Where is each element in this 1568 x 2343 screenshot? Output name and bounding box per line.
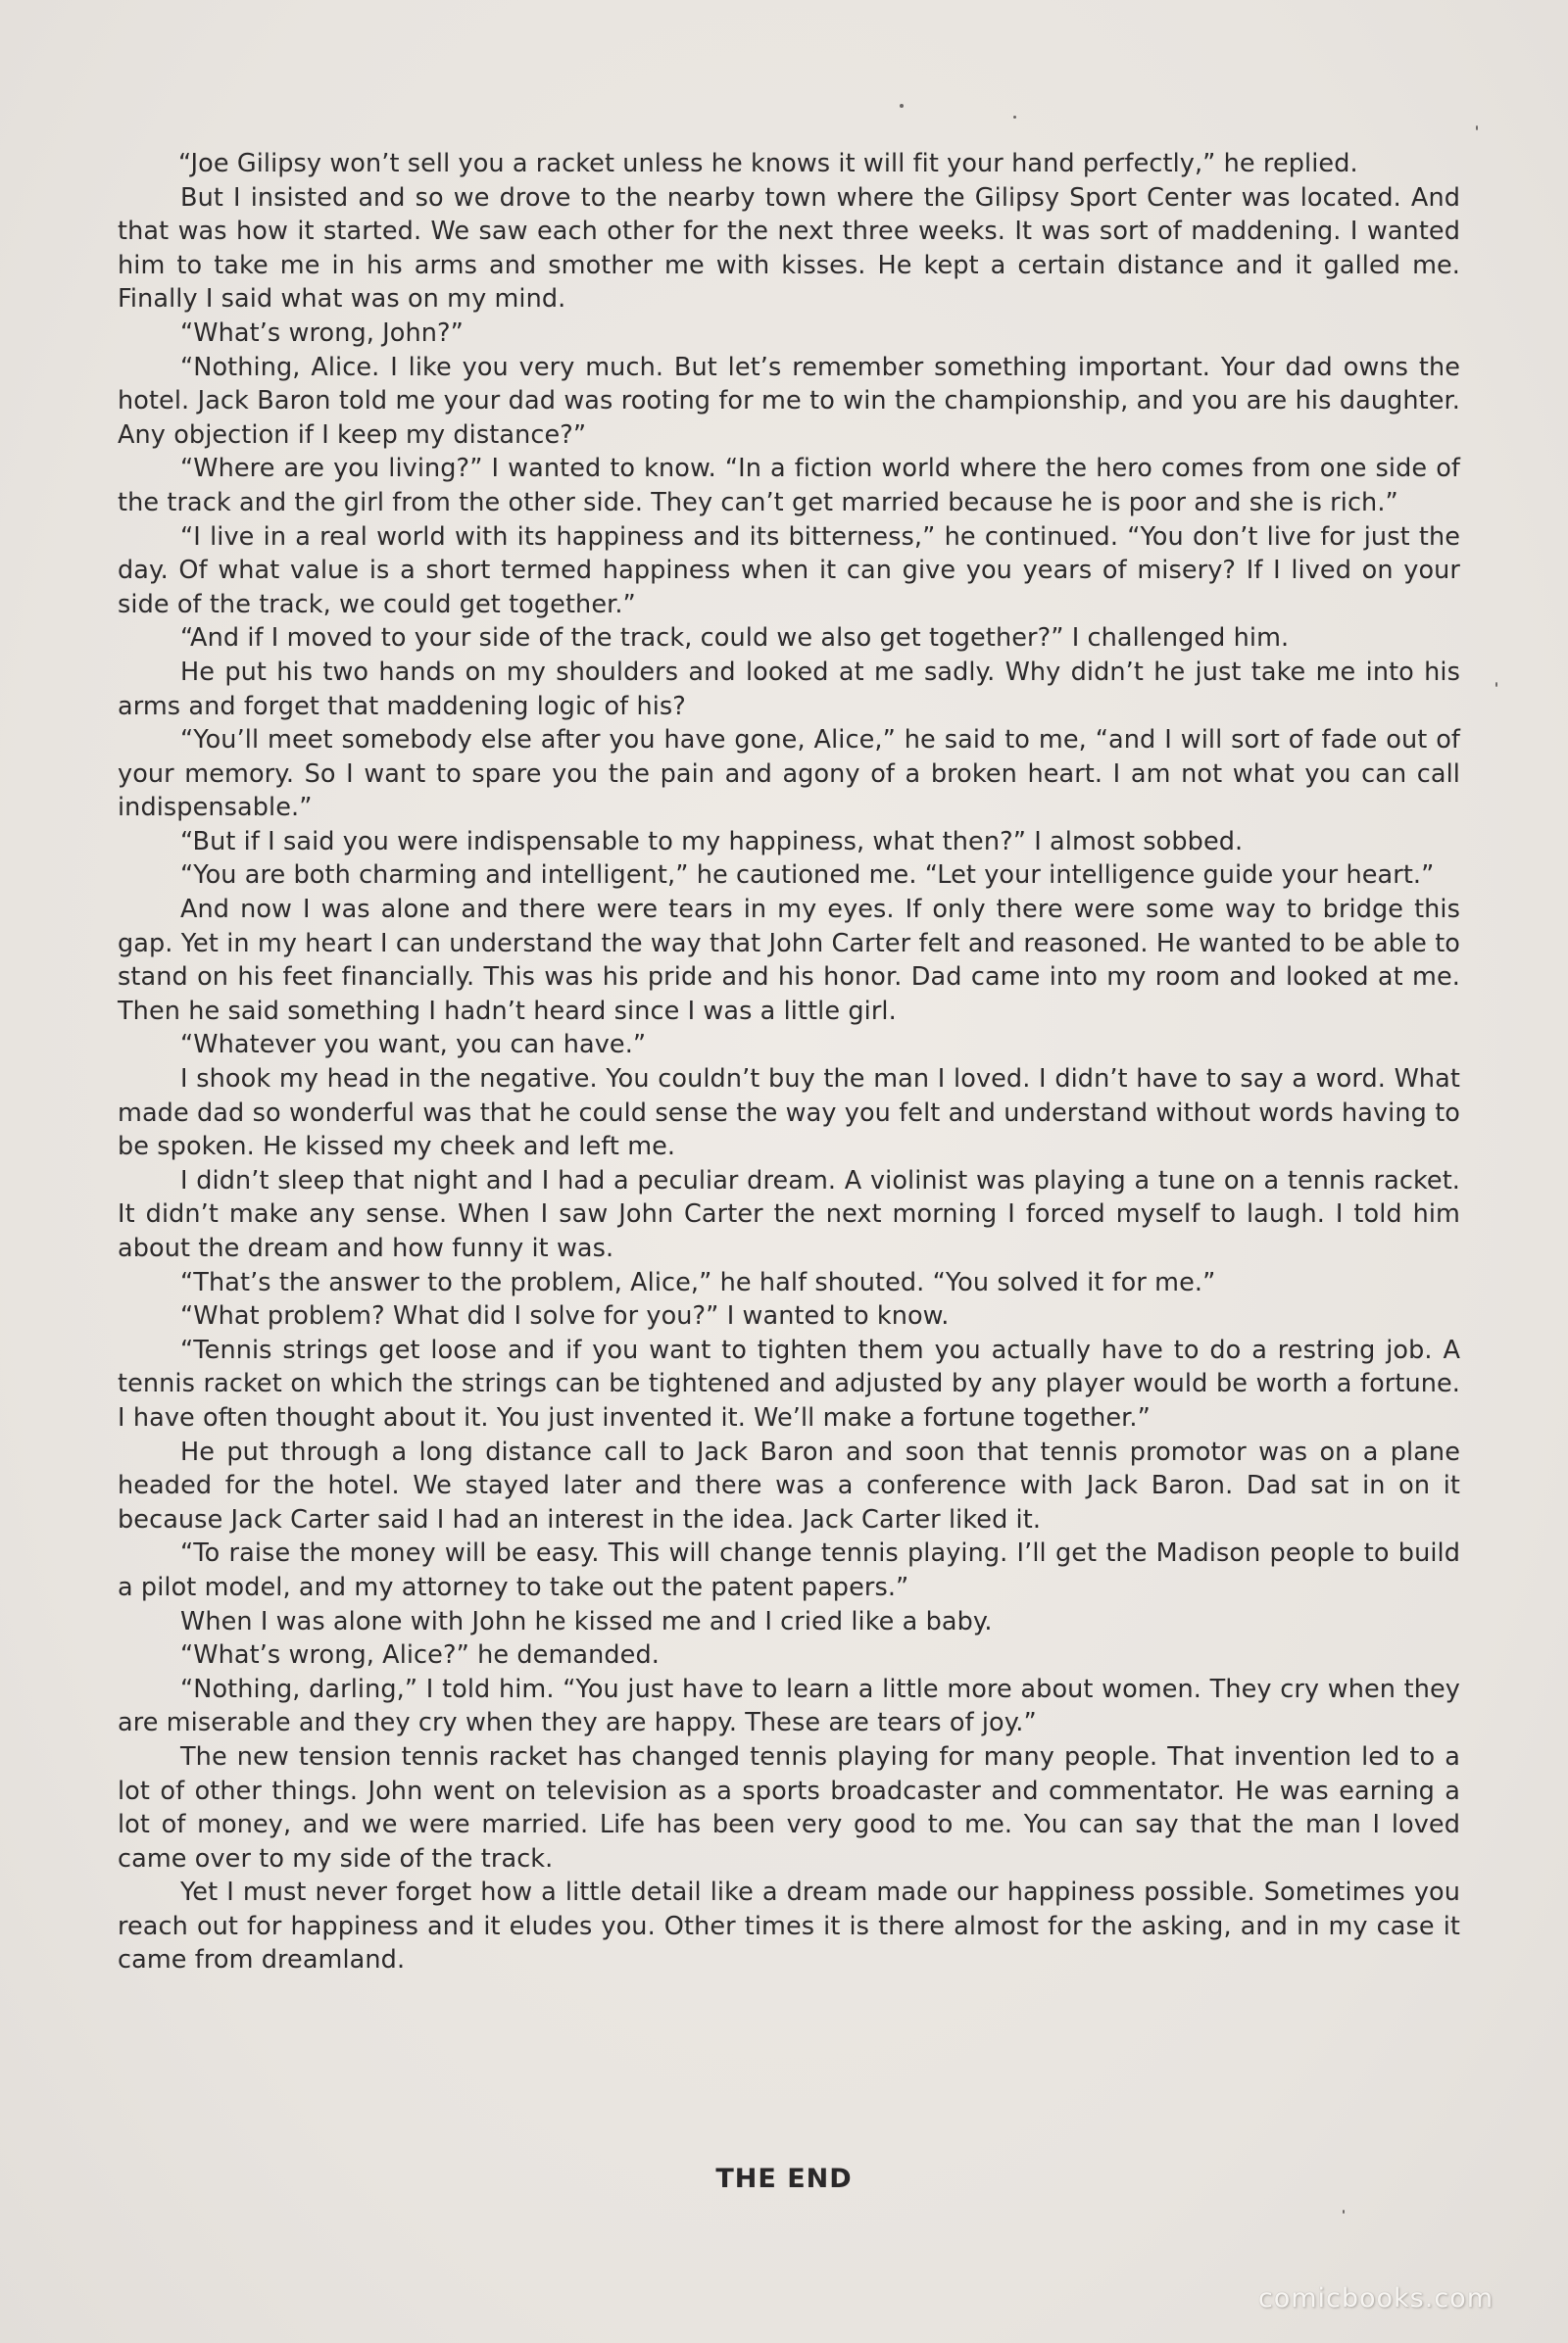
paper-speck — [1495, 682, 1497, 687]
story-paragraph: But I insisted and so we drove to the nearby town where the Gilipsy Sport Center was located. And that was how it started. We saw each other for the next three weeks. It was sort of maddening. I wanted him to take me in his arms and smother me with kisses. He kept a certain distance and it galled me. Finally I said what was on my mind. — [118, 182, 1460, 315]
story-paragraph: When I was alone with John he kissed me and I cried like a baby. — [180, 1606, 993, 1636]
story-paragraph: He put through a long distance call to Jack Baron and soon that tennis promotor was on a plane headed for the hotel. We stayed later and there was a conference with Jack Baron. Dad sat in on it because Jack Carter said I had an interest in the idea. Jack Carter liked it. — [118, 1437, 1460, 1535]
story-paragraph: “You are both charming and intelligent,” he cautioned me. “Let your intelligence guide your heart.” — [180, 860, 1435, 891]
story-paragraph: “Tennis strings get loose and if you want to tighten them you actually have to do a restring job. A tennis racket on which the strings can be tightened and adjusted by any player would be worth a fortune. I have often thought about it. You just invented it. We’ll make a fortune together.” — [118, 1335, 1460, 1433]
story-paragraph: “I live in a real world with its happiness and its bitterness,” he continued. “You don’t live for just the day. Of what value is a short termed happiness when it can give you years of misery? If I lived on your side of the track, we could get together.” — [118, 521, 1460, 619]
site-watermark: comicbooks.com — [1257, 2283, 1494, 2314]
paper-speck — [900, 104, 904, 108]
story-paragraph: “What’s wrong, Alice?” he demanded. — [180, 1640, 660, 1671]
story-paragraph: The new tension tennis racket has changed tennis playing for many people. That invention led to a lot of other things. John went on television as a sports broadcaster and commentator. He was earning a lot of money, and we were married. Life has been very good to me. You can say that the man I loved came over to my side of the track. — [118, 1741, 1460, 1874]
story-paragraph: “Nothing, Alice. I like you very much. But let’s remember something important. Your dad owns the hotel. Jack Baron told me your dad was rooting for me to win the championship, and you are his daughter. Any objection if I keep my distance?” — [118, 352, 1460, 450]
story-paragraph: “But if I said you were indispensable to my happiness, what then?” I almost sobbed. — [180, 826, 1244, 856]
story-paragraph: “Where are you living?” I wanted to know. “In a fiction world where the hero comes from one side of the track and the girl from the other side. They can’t get married because he is poor and she is rich.” — [118, 454, 1460, 517]
story-paragraph: And now I was alone and there were tears in my eyes. If only there were some way to bridge this gap. Yet in my heart I can understand the way that John Carter felt and reasoned. He wanted to be able to stand on his feet financially. This was his pride and his honor. Dad came into my room and looked at me. Then he said something I hadn’t heard since I was a little girl. — [118, 895, 1460, 1026]
story-paragraph: I shook my head in the negative. You couldn’t buy the man I loved. I didn’t have to say a word. What made dad so wonderful was that he could sense the way you felt and understand without words having to be spoken. He kissed my cheek and left me. — [118, 1064, 1460, 1162]
story-paragraph: “What problem? What did I solve for you?” I wanted to know. — [180, 1301, 950, 1332]
story-paragraph: “Whatever you want, you can have.” — [180, 1030, 647, 1060]
story-paragraph: I didn’t sleep that night and I had a peculiar dream. A violinist was playing a tune on a tennis racket. It didn’t make any sense. When I saw John Carter the next morning I forced myself to laugh. I told him about the dream and how funny it was. — [118, 1165, 1460, 1263]
story-paragraph: “Nothing, darling,” I told him. “You just have to learn a little more about women. They cry when they are miserable and they cry when they are happy. These are tears of joy.” — [118, 1674, 1460, 1738]
paper-speck — [1343, 2210, 1345, 2214]
story-paragraph: “You’ll meet somebody else after you have gone, Alice,” he said to me, “and I will sort of fade out of your memory. So I want to spare you the pain and agony of a broken heart. I am not what you can call indispensable.” — [118, 725, 1460, 823]
story-paragraph: He put his two hands on my shoulders and looked at me sadly. Why didn’t he just take me into his arms and forget that maddening logic of his? — [118, 657, 1460, 721]
story-paragraph: “What’s wrong, John?” — [180, 317, 464, 348]
paper-speck — [1476, 125, 1478, 130]
story-paragraph: “And if I moved to your side of the track, could we also get together?” I challenged him. — [180, 623, 1290, 654]
story-paragraph: “Joe Gilipsy won’t sell you a racket unless he knows it will fit your hand perfectly,” he replied. — [178, 149, 1358, 178]
story-paragraph: Yet I must never forget how a little detail like a dream made our happiness possible. Sometimes you reach out for happiness and it eludes you. Other times it is there almost for the asking, and in my case it came from dreamland. — [118, 1878, 1460, 1976]
story-text — [118, 147, 1460, 1977]
paper-speck — [1013, 116, 1016, 119]
the-end-label: THE END — [715, 2164, 853, 2194]
story-paragraph: “To raise the money will be easy. This will change tennis playing. I’ll get the Madison people to build a pilot model, and my attorney to take out the patent papers.” — [118, 1538, 1460, 1602]
story-paragraph: “That’s the answer to the problem, Alice,” he half shouted. “You solved it for me.” — [180, 1267, 1216, 1297]
